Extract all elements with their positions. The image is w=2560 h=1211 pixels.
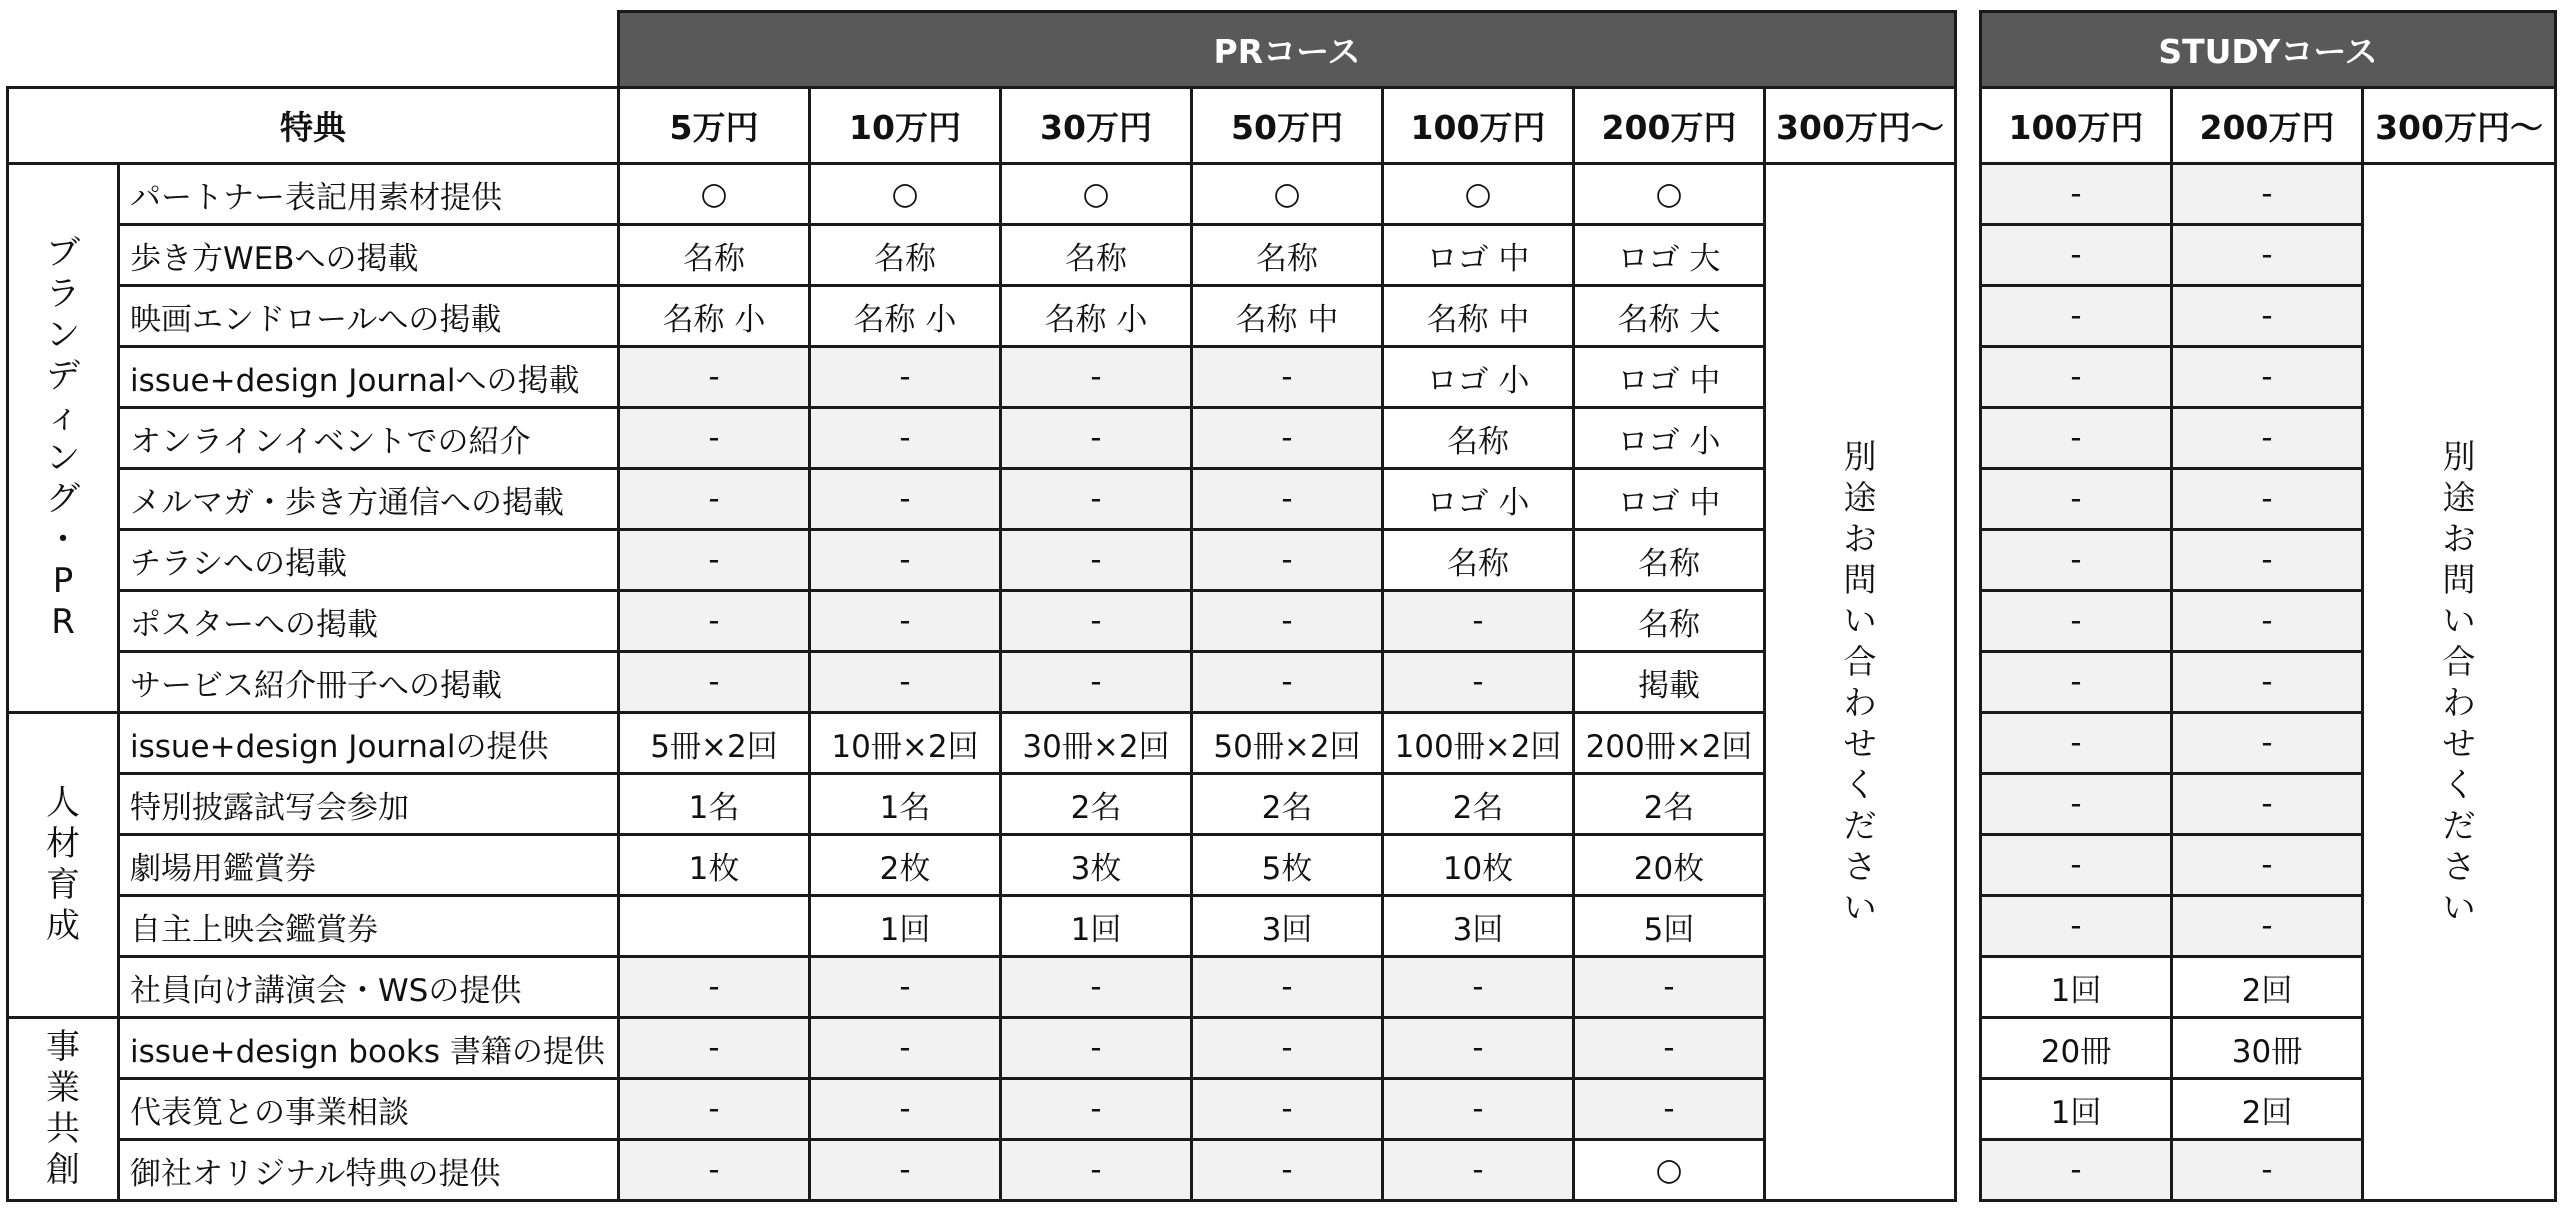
benefit-value: - (810, 469, 1001, 530)
benefit-value: - (619, 591, 810, 652)
benefit-value: ロゴ 小 (1574, 408, 1765, 469)
benefit-value: 名称 (810, 225, 1001, 286)
benefit-value: 1回 (1981, 957, 2172, 1018)
category-label: ブ ラ ン デ ィ ン グ ・ P R (8, 164, 119, 713)
benefit-value: - (1981, 774, 2172, 835)
benefit-value: - (810, 408, 1001, 469)
benefit-value: 1枚 (619, 835, 810, 896)
contact-note: 別 途 お 問 い 合 わ せ く だ さ い (2363, 164, 2556, 1201)
benefit-value: - (1981, 652, 2172, 713)
benefit-name: メルマガ・歩き方通信への掲載 (119, 469, 619, 530)
benefit-value: 2名 (1192, 774, 1383, 835)
benefit-value: 5枚 (1192, 835, 1383, 896)
benefit-value: - (1192, 1079, 1383, 1140)
benefit-value: - (2172, 591, 2363, 652)
benefit-value: 5回 (1574, 896, 1765, 957)
benefit-value: - (1192, 1018, 1383, 1079)
benefit-value: 1名 (619, 774, 810, 835)
benefit-header: 特典 (8, 88, 619, 164)
benefit-value: - (1001, 530, 1192, 591)
benefit-value: ○ (1574, 164, 1765, 225)
benefit-value: - (2172, 530, 2363, 591)
benefit-value: 2枚 (810, 835, 1001, 896)
tier-header: 200万円 (1574, 88, 1765, 164)
benefit-name: チラシへの掲載 (119, 530, 619, 591)
table-row (8, 1079, 1956, 1140)
table-row (8, 835, 1956, 896)
table-row (8, 469, 1956, 530)
benefit-value: 20枚 (1574, 835, 1765, 896)
tier-header: 30万円 (1001, 88, 1192, 164)
benefit-value: 名称 中 (1192, 286, 1383, 347)
benefit-value: - (1001, 957, 1192, 1018)
benefit-value: ロゴ 大 (1574, 225, 1765, 286)
benefit-value: 100冊×2回 (1383, 713, 1574, 774)
benefit-name: オンラインイベントでの紹介 (119, 408, 619, 469)
table-row (8, 1018, 1956, 1079)
table-row (8, 713, 1956, 774)
benefit-value: 2回 (2172, 957, 2363, 1018)
benefit-value: ロゴ 中 (1574, 347, 1765, 408)
benefit-value: - (2172, 286, 2363, 347)
benefit-value: - (1001, 408, 1192, 469)
benefit-value (619, 896, 810, 957)
benefit-value: - (619, 408, 810, 469)
benefit-name: 代表筧との事業相談 (119, 1079, 619, 1140)
benefit-value: 名称 小 (1001, 286, 1192, 347)
benefit-value: - (1574, 1018, 1765, 1079)
benefit-value: - (1981, 591, 2172, 652)
contact-note: 別 途 お 問 い 合 わ せ く だ さ い (1765, 164, 1956, 1201)
benefit-value: - (1574, 957, 1765, 1018)
benefit-name: 御社オリジナル特典の提供 (119, 1140, 619, 1201)
table-row (8, 347, 1956, 408)
tier-header: 300万円〜 (2363, 88, 2556, 164)
benefit-value: 2名 (1574, 774, 1765, 835)
benefit-value: 名称 小 (810, 286, 1001, 347)
benefit-value: - (1192, 530, 1383, 591)
benefit-value: - (1001, 652, 1192, 713)
benefit-value: - (1001, 591, 1192, 652)
benefit-value: - (1981, 530, 2172, 591)
table-row (8, 1140, 1956, 1201)
pr-course-table (6, 10, 1957, 1202)
benefit-value: 5冊×2回 (619, 713, 810, 774)
benefit-value: - (810, 1079, 1001, 1140)
table-row (8, 652, 1956, 713)
tier-header: 5万円 (619, 88, 810, 164)
benefit-value: - (1001, 1018, 1192, 1079)
benefit-value: - (1981, 896, 2172, 957)
benefit-value: - (810, 652, 1001, 713)
study-course-title: STUDYコース (1981, 12, 2556, 88)
category-label: 人 材 育 成 (8, 713, 119, 1018)
table-row (8, 225, 1956, 286)
benefit-value: - (2172, 835, 2363, 896)
benefit-name: 自主上映会鑑賞券 (119, 896, 619, 957)
benefit-name: 社員向け講演会・WSの提供 (119, 957, 619, 1018)
benefit-value: 20冊 (1981, 1018, 2172, 1079)
tier-header: 100万円 (1981, 88, 2172, 164)
benefit-value: 掲載 (1574, 652, 1765, 713)
benefit-value: 50冊×2回 (1192, 713, 1383, 774)
benefit-value: - (1001, 469, 1192, 530)
category-label: 事 業 共 創 (8, 1018, 119, 1201)
header-blank (8, 12, 619, 88)
benefit-value: - (810, 530, 1001, 591)
benefit-value: - (1981, 713, 2172, 774)
benefit-value: 2名 (1001, 774, 1192, 835)
benefit-value: ロゴ 中 (1574, 469, 1765, 530)
benefit-value: - (619, 1079, 810, 1140)
benefit-value: 3回 (1383, 896, 1574, 957)
benefit-value: 名称 (1383, 530, 1574, 591)
benefit-value: - (810, 591, 1001, 652)
benefit-value: 3回 (1192, 896, 1383, 957)
benefit-value: - (1383, 1140, 1574, 1201)
benefit-value: 1回 (810, 896, 1001, 957)
benefit-value: - (810, 957, 1001, 1018)
benefit-value: - (1192, 347, 1383, 408)
benefit-value: - (1383, 1079, 1574, 1140)
benefit-value: - (2172, 164, 2363, 225)
benefit-value: - (2172, 225, 2363, 286)
benefit-name: 劇場用鑑賞券 (119, 835, 619, 896)
benefit-value: ○ (619, 164, 810, 225)
benefit-value: ○ (810, 164, 1001, 225)
benefit-value: - (1192, 1140, 1383, 1201)
benefit-value: - (1192, 408, 1383, 469)
benefit-value: 1名 (810, 774, 1001, 835)
benefit-value: 名称 (1001, 225, 1192, 286)
benefit-value: 名称 大 (1574, 286, 1765, 347)
benefit-name: 映画エンドロールへの掲載 (119, 286, 619, 347)
benefit-value: - (619, 1018, 810, 1079)
benefit-value: - (1192, 469, 1383, 530)
study-course-table (1979, 10, 2557, 1202)
table-row (8, 286, 1956, 347)
table-row (8, 774, 1956, 835)
benefit-value: - (1192, 652, 1383, 713)
benefit-value: - (619, 469, 810, 530)
table-row (8, 408, 1956, 469)
table-row (8, 164, 1956, 225)
benefit-value: - (1383, 957, 1574, 1018)
benefit-name: issue+design Journalへの掲載 (119, 347, 619, 408)
benefit-value: ○ (1574, 1140, 1765, 1201)
benefit-value: 1回 (1981, 1079, 2172, 1140)
benefit-value: 2回 (2172, 1079, 2363, 1140)
benefit-value: - (1192, 591, 1383, 652)
benefit-value: - (1383, 591, 1574, 652)
benefit-value: - (1981, 408, 2172, 469)
benefit-value: 名称 (1383, 408, 1574, 469)
benefit-value: 30冊 (2172, 1018, 2363, 1079)
tier-header: 50万円 (1192, 88, 1383, 164)
benefit-value: - (2172, 469, 2363, 530)
benefit-value: - (619, 957, 810, 1018)
benefit-value: ロゴ 小 (1383, 469, 1574, 530)
table-row (8, 957, 1956, 1018)
benefit-value: - (810, 1140, 1001, 1201)
benefit-name: パートナー表記用素材提供 (119, 164, 619, 225)
table-row (8, 530, 1956, 591)
benefit-value: 2名 (1383, 774, 1574, 835)
benefit-value: - (1981, 347, 2172, 408)
benefit-value: - (619, 1140, 810, 1201)
table-row (1981, 164, 2556, 225)
benefit-value: 200冊×2回 (1574, 713, 1765, 774)
table-row (8, 591, 1956, 652)
benefit-value: 名称 小 (619, 286, 810, 347)
benefit-value: 名称 (1192, 225, 1383, 286)
benefit-value: - (810, 1018, 1001, 1079)
benefit-name: 特別披露試写会参加 (119, 774, 619, 835)
benefit-value: - (2172, 774, 2363, 835)
benefit-value: - (1001, 1079, 1192, 1140)
benefit-value: - (2172, 347, 2363, 408)
benefit-value: - (810, 347, 1001, 408)
benefit-value: - (1192, 957, 1383, 1018)
benefit-value: - (2172, 896, 2363, 957)
benefit-value: - (619, 652, 810, 713)
benefit-value: - (1383, 1018, 1574, 1079)
tier-header: 300万円〜 (1765, 88, 1956, 164)
pr-course-title: PRコース (619, 12, 1956, 88)
benefit-value: 名称 (619, 225, 810, 286)
benefit-value: ○ (1001, 164, 1192, 225)
tier-header: 100万円 (1383, 88, 1574, 164)
benefit-value: 名称 (1574, 591, 1765, 652)
benefit-value: 1回 (1001, 896, 1192, 957)
benefit-value: - (619, 347, 810, 408)
benefit-value: 30冊×2回 (1001, 713, 1192, 774)
benefit-value: ○ (1383, 164, 1574, 225)
benefit-value: - (2172, 652, 2363, 713)
benefit-value: - (1574, 1079, 1765, 1140)
benefit-name: 歩き方WEBへの掲載 (119, 225, 619, 286)
benefit-value: 名称 中 (1383, 286, 1574, 347)
benefit-name: ポスターへの掲載 (119, 591, 619, 652)
benefit-value: - (2172, 408, 2363, 469)
benefit-name: サービス紹介冊子への掲載 (119, 652, 619, 713)
benefit-value: - (1981, 225, 2172, 286)
benefit-value: - (619, 530, 810, 591)
benefit-value: ロゴ 中 (1383, 225, 1574, 286)
benefit-value: 名称 (1574, 530, 1765, 591)
benefit-value: - (1981, 1140, 2172, 1201)
benefit-value: 10枚 (1383, 835, 1574, 896)
benefit-value: - (1981, 164, 2172, 225)
benefit-value: - (2172, 713, 2363, 774)
tier-header: 10万円 (810, 88, 1001, 164)
benefit-value: - (2172, 1140, 2363, 1201)
benefit-value: - (1981, 286, 2172, 347)
table-row (8, 896, 1956, 957)
benefit-value: - (1981, 469, 2172, 530)
benefit-value: - (1383, 652, 1574, 713)
benefit-value: - (1981, 835, 2172, 896)
tier-header: 200万円 (2172, 88, 2363, 164)
benefit-value: ロゴ 小 (1383, 347, 1574, 408)
benefit-value: ○ (1192, 164, 1383, 225)
benefit-value: 3枚 (1001, 835, 1192, 896)
benefit-value: - (1001, 1140, 1192, 1201)
benefit-value: 10冊×2回 (810, 713, 1001, 774)
benefit-value: - (1001, 347, 1192, 408)
benefit-name: issue+design books 書籍の提供 (119, 1018, 619, 1079)
benefit-name: issue+design Journalの提供 (119, 713, 619, 774)
